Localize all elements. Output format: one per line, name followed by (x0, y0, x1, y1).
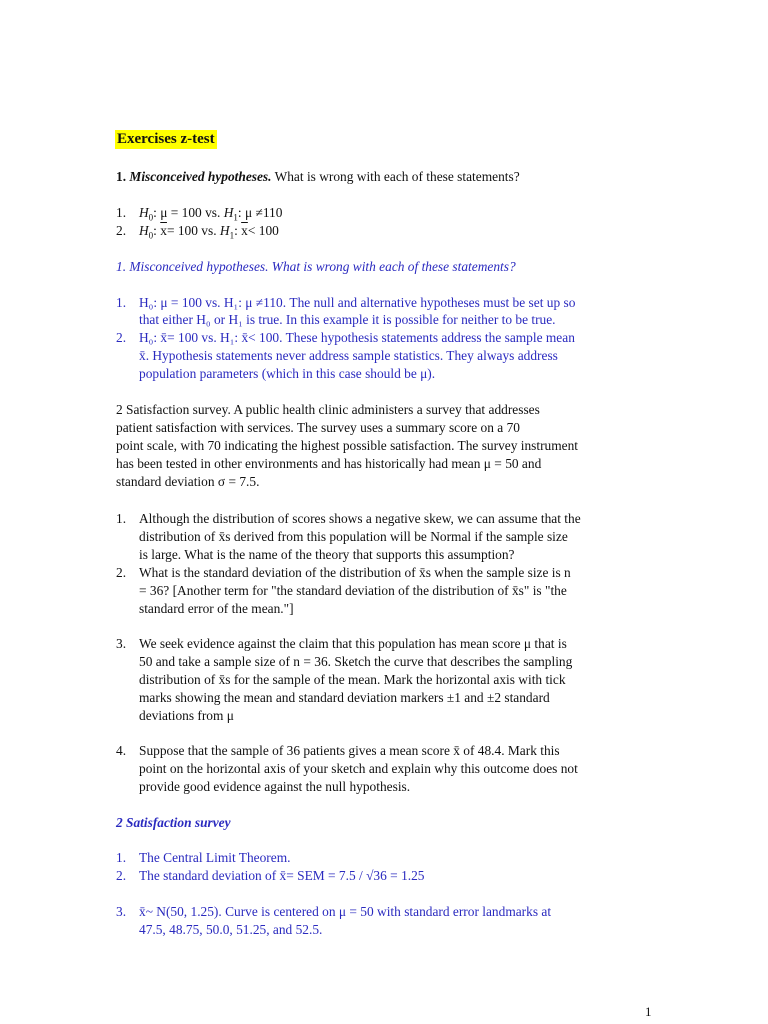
q1-item-2-text: $H_0$: $\overline{x}= 100$ vs. $H_1$: $\overline{x}< 100$ (139, 223, 279, 241)
a2-heading: 2 Satisfaction survey (116, 815, 231, 830)
a1-heading: 1. Misconceived hypotheses. What is wrong with each of these statements? (116, 259, 516, 274)
page-number: 1 (645, 1004, 652, 1019)
q1-item-1-text: $H_0$: μ = 100 vs. $H_1$: μ ≠110 (139, 205, 283, 223)
q1-number: 1. (116, 169, 127, 184)
page-title: Exercises z-test (117, 131, 215, 147)
q2-line-4: has been tested in other environments and has historically had mean μ = 50 and (116, 456, 542, 471)
q2-line-2: patient satisfaction with services. The survey uses a summary score on a 70 (116, 420, 520, 435)
q1-prompt: What is wrong with each of these statements? (274, 169, 520, 184)
document-page: Exercises z-test 1. Misconceived hypotheses. What is wrong with each of these statements? 1. $H_0$: μ = 100 vs. $H_1$: μ ≠110 2. $H_0$: $\overline{x}= 100$ vs. $H_1$: $\overline{x}< 100$ 1. Misconceived hypotheses. What is wrong with each of these statements? 1. H₀: μ = 100 vs. H₁: μ ≠110. The null and alternative hypotheses must be set up so that either H₀ or H₁ is true. In this example it is possible for neither to be true. 2. H₀: x̄= 100 vs. H₁: x̄< 100. These hypothesis statements address the sample mean x̄. Hypothesis statements never address sample statistics. They always address population parameters (which in this case should be μ). 2 Satisfaction survey. A public health clinic administers a survey that addresses patient satisfaction with services. The survey uses a summary score on a 70 point scale, with 70 indicating the highest possible satisfaction. The survey instrument has been tested in other environments and has historically had mean μ = 50 and standard deviation σ = 7.5. 1. Although the distribution of scores shows a negative skew, we can assume that the distribution of x̄s derived from this population will be Normal if the sample size is large. What is the name of the theory that supports this assumption? 2. What is the standard deviation of the distribution of x̄s when the sample size is n = 36? [Another term for "the standard deviation of the distribution of x̄s" is "the standard error of the mean."] 3. We seek evidence against the claim that this population has mean score μ that is 50 and take a sample size of n = 36. Sketch the curve that describes the sampling distribution of x̄s for the sample of the mean. Mark the horizontal axis with tick marks showing the mean and standard deviation markers ±1 and ±2 standard deviations from μ 4. Suppose that the sample of 36 patients gives a mean score x̄ of 48.4. Mark this point on the horizontal axis of your sketch and explain why this outcome does not provide good evidence against the null hypothesis. 2 Satisfaction survey 1. The Central Limit Theorem. 2. The standard deviation of x̄= SEM = 7.5 / √36 = 1.25 3. x̄~ N(50, 1.25). Curve is centered on μ = 50 with standard error landmarks at 47.5, 48.75, 50.0, 51.25, and 52.5. 1 (0, 0, 768, 1024)
q2-line-3: point scale, with 70 indicating the highest possible satisfaction. The survey instrument (116, 438, 579, 453)
q2-line-5: standard deviation σ = 7.5. (116, 474, 260, 489)
q1-heading (116, 168, 768, 186)
q2-line-1: 2 Satisfaction survey. A public health clinic administers a survey that addresses (116, 402, 540, 417)
q1-title: Misconceived hypotheses. (129, 169, 272, 184)
